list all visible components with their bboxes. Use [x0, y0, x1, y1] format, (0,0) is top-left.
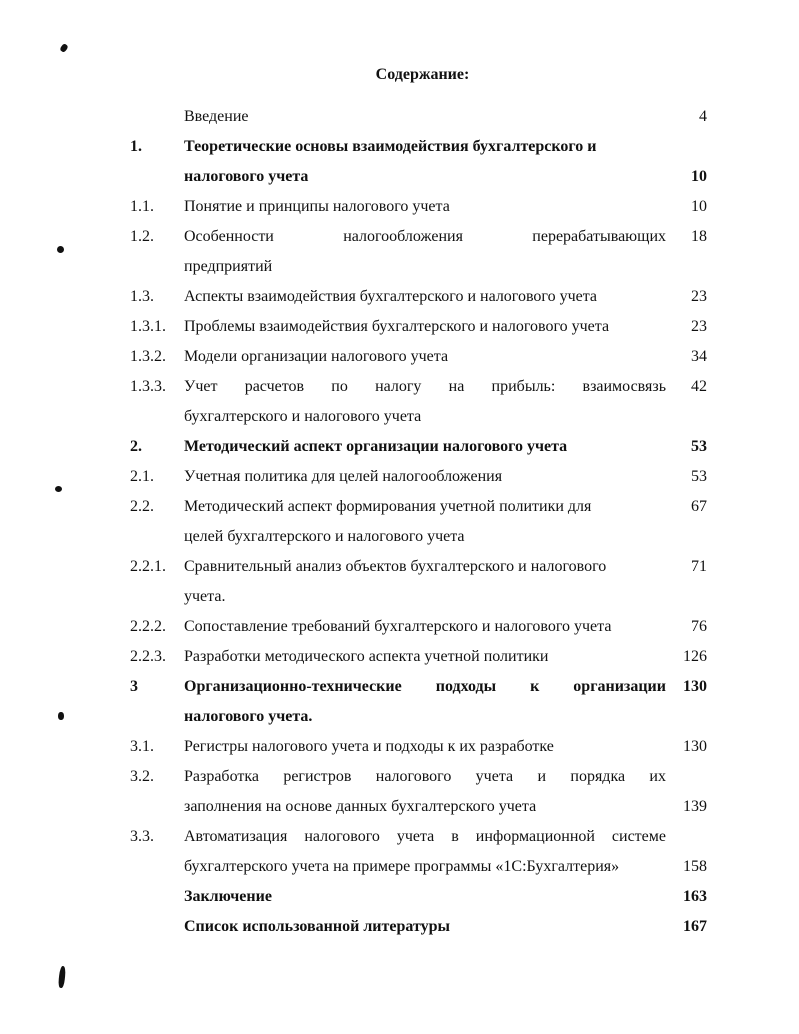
toc-entry-text: Теоретические основы взаимодействия бухгалтерского и: [184, 138, 597, 155]
toc-entry-text: Список использованной литературы: [184, 918, 450, 935]
toc-entry-page: 34: [691, 348, 707, 365]
toc-entry-text: целей бухгалтерского и налогового учета: [184, 528, 465, 545]
toc-entry-page: 130: [683, 738, 707, 755]
toc-entry-page: 18: [691, 228, 707, 245]
toc-entry-text: бухгалтерского и налогового учета: [184, 408, 422, 425]
toc-entry-text: Регистры налогового учета и подходы к их разработке: [184, 738, 554, 755]
toc-entry: [0, 492, 799, 552]
toc-entry-text: Организационно-технические подходы к организации: [184, 678, 666, 695]
toc-entry-text: Понятие и принципы налогового учета: [184, 198, 450, 215]
toc-entry-text: Модели организации налогового учета: [184, 348, 449, 365]
toc-entry-page: 158: [683, 858, 707, 875]
toc-entry-text: Автоматизация налогового учета в информационной системе: [184, 828, 666, 845]
toc-entry: [0, 102, 799, 132]
toc-entry-text: Методический аспект формирования учетной политики для: [184, 498, 592, 515]
toc-entry-page: 139: [683, 798, 707, 815]
toc-entry: [0, 912, 799, 942]
page-title: Содержание:: [375, 66, 470, 83]
toc-entry-text: Методический аспект организации налогового учета: [184, 438, 568, 455]
toc-entry-text: Аспекты взаимодействия бухгалтерского и налогового учета: [184, 288, 598, 305]
toc-entry-text: Разработка регистров налогового учета и порядка их: [184, 768, 666, 785]
toc-entry-number: 2.2.1.: [130, 558, 166, 575]
toc-entry: [0, 732, 799, 762]
toc-entry: [0, 342, 799, 372]
toc-entry-number: 1.2.: [130, 228, 154, 245]
toc-entry-page: 4: [699, 108, 707, 125]
toc-entry-text: Особенности налогообложения перерабатывающих: [184, 228, 666, 245]
toc-entry-page: 67: [691, 498, 707, 515]
toc-entry-text: налогового учета.: [184, 708, 313, 725]
toc-entry-number: 2.2.2.: [130, 618, 166, 635]
toc-entry: [0, 462, 799, 492]
toc-entry-text: Сравнительный анализ объектов бухгалтерского и налогового: [184, 558, 607, 575]
toc-entry-number: 1.: [130, 138, 142, 155]
toc-entry-number: 1.3.1.: [130, 318, 166, 335]
toc-entry-page: 53: [691, 468, 707, 485]
toc-entry: [0, 672, 799, 732]
toc-entry-text: Учет расчетов по налогу на прибыль: взаимосвязь: [184, 378, 666, 395]
toc-entry-text: Введение: [184, 108, 249, 125]
toc-entry-number: 1.3.3.: [130, 378, 166, 395]
toc-entry-number: 3: [130, 678, 138, 695]
toc-entry-number: 3.1.: [130, 738, 154, 755]
toc-entry-page: 10: [691, 198, 707, 215]
toc-entry-number: 1.1.: [130, 198, 154, 215]
toc-entry-page: 71: [691, 558, 707, 575]
toc-entry-page: 167: [683, 918, 707, 935]
toc-entry: [0, 762, 799, 822]
toc-entry-text: Разработки методического аспекта учетной политики: [184, 648, 549, 665]
toc-entry-page: 130: [683, 678, 707, 695]
toc-entry-number: 2.: [130, 438, 142, 455]
toc-entry-page: 42: [691, 378, 707, 395]
toc-entry: [0, 552, 799, 612]
toc-entry-text: Заключение: [184, 888, 272, 905]
toc-entry-text: предприятий: [184, 258, 273, 275]
toc-entry-text: Сопоставление требований бухгалтерского и налогового учета: [184, 618, 612, 635]
toc-entry-page: 23: [691, 318, 707, 335]
toc-entry: [0, 222, 799, 282]
toc-entry-page: 23: [691, 288, 707, 305]
toc-entry: [0, 882, 799, 912]
toc-entry-text: заполнения на основе данных бухгалтерского учета: [184, 798, 537, 815]
scan-speck-mark: [59, 43, 69, 53]
toc-entry-number: 3.3.: [130, 828, 154, 845]
toc-entry-page: 126: [683, 648, 707, 665]
toc-entry-number: 3.2.: [130, 768, 154, 785]
toc-entry-number: 2.2.3.: [130, 648, 166, 665]
toc-entry-page: 10: [691, 168, 707, 185]
toc-entry-number: 1.3.2.: [130, 348, 166, 365]
toc-entry: [0, 822, 799, 882]
toc-entry-text: налогового учета: [184, 168, 309, 185]
toc-entry: [0, 132, 799, 192]
toc-entry-text: Учетная политика для целей налогообложения: [184, 468, 503, 485]
toc-entry-number: 2.1.: [130, 468, 154, 485]
toc-entry-number: 2.2.: [130, 498, 154, 515]
toc-entry-number: 1.3.: [130, 288, 154, 305]
table-of-contents: [0, 102, 799, 942]
toc-entry: [0, 642, 799, 672]
toc-entry-page: 53: [691, 438, 707, 455]
toc-entry-text: Проблемы взаимодействия бухгалтерского и налогового учета: [184, 318, 610, 335]
toc-entry: [0, 312, 799, 342]
toc-entry-text: учета.: [184, 588, 226, 605]
toc-entry-text: бухгалтерского учета на примере программы «1С:Бухгалтерия»: [184, 858, 620, 875]
toc-entry-page: 163: [683, 888, 707, 905]
toc-entry: [0, 432, 799, 462]
toc-entry: [0, 282, 799, 312]
toc-entry-page: 76: [691, 618, 707, 635]
toc-entry: [0, 192, 799, 222]
toc-entry: [0, 372, 799, 432]
scan-speck-mark: [58, 966, 66, 989]
toc-entry: [0, 612, 799, 642]
